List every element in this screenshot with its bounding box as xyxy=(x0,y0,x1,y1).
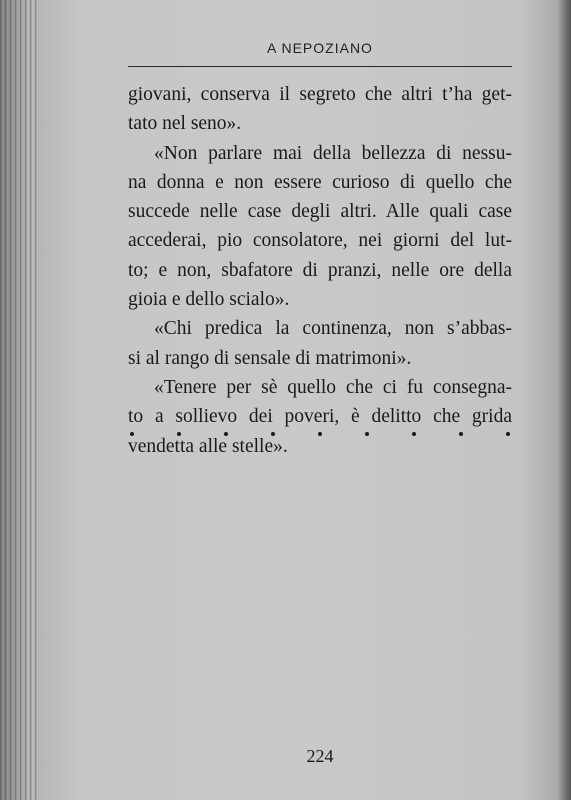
text-line: to; e non, sbafatore di pranzi, nelle ore della xyxy=(128,259,512,281)
page-number: 224 xyxy=(306,746,334,766)
text-line: tato nel seno». xyxy=(128,113,242,135)
ornamental-dot xyxy=(506,432,510,436)
gutter-shadow xyxy=(557,0,571,800)
ornamental-dot xyxy=(459,432,463,436)
ornamental-dot xyxy=(271,432,275,436)
ornamental-dot xyxy=(177,432,181,436)
text-line: «Chi predica la continenza, non s’abbas- xyxy=(154,318,512,340)
text-line: accederai, pio consolatore, nei giorni del lut- xyxy=(128,230,512,252)
running-head: A NEPOZIANO xyxy=(267,40,373,56)
body-text xyxy=(128,80,512,461)
ornamental-dot xyxy=(412,432,416,436)
text-line: succede nelle case degli altri. Alle quali case xyxy=(128,201,512,223)
ornamental-dot xyxy=(318,432,322,436)
ornamental-dot xyxy=(130,432,134,436)
text-line: gioia e dello scialo». xyxy=(128,289,290,311)
text-line: «Non parlare mai della bellezza di nessu- xyxy=(154,142,512,164)
text-line: giovani, conserva il segreto che altri t’ha get- xyxy=(128,84,512,105)
text-line: to a sollievo dei poveri, è delitto che grida xyxy=(128,406,512,428)
text-line: «Tenere per sè quello che ci fu consegna- xyxy=(154,376,512,398)
ornamental-dot-row xyxy=(128,432,512,436)
running-head-rule xyxy=(128,66,512,67)
text-line: na donna e non essere curioso di quello che xyxy=(128,171,512,193)
text-line: vendetta alle stelle». xyxy=(128,435,288,457)
ornamental-dot xyxy=(365,432,369,436)
text-line: si al rango di sensale di matrimoni». xyxy=(128,347,412,369)
ornamental-dot xyxy=(224,432,228,436)
page-edges xyxy=(0,0,38,800)
